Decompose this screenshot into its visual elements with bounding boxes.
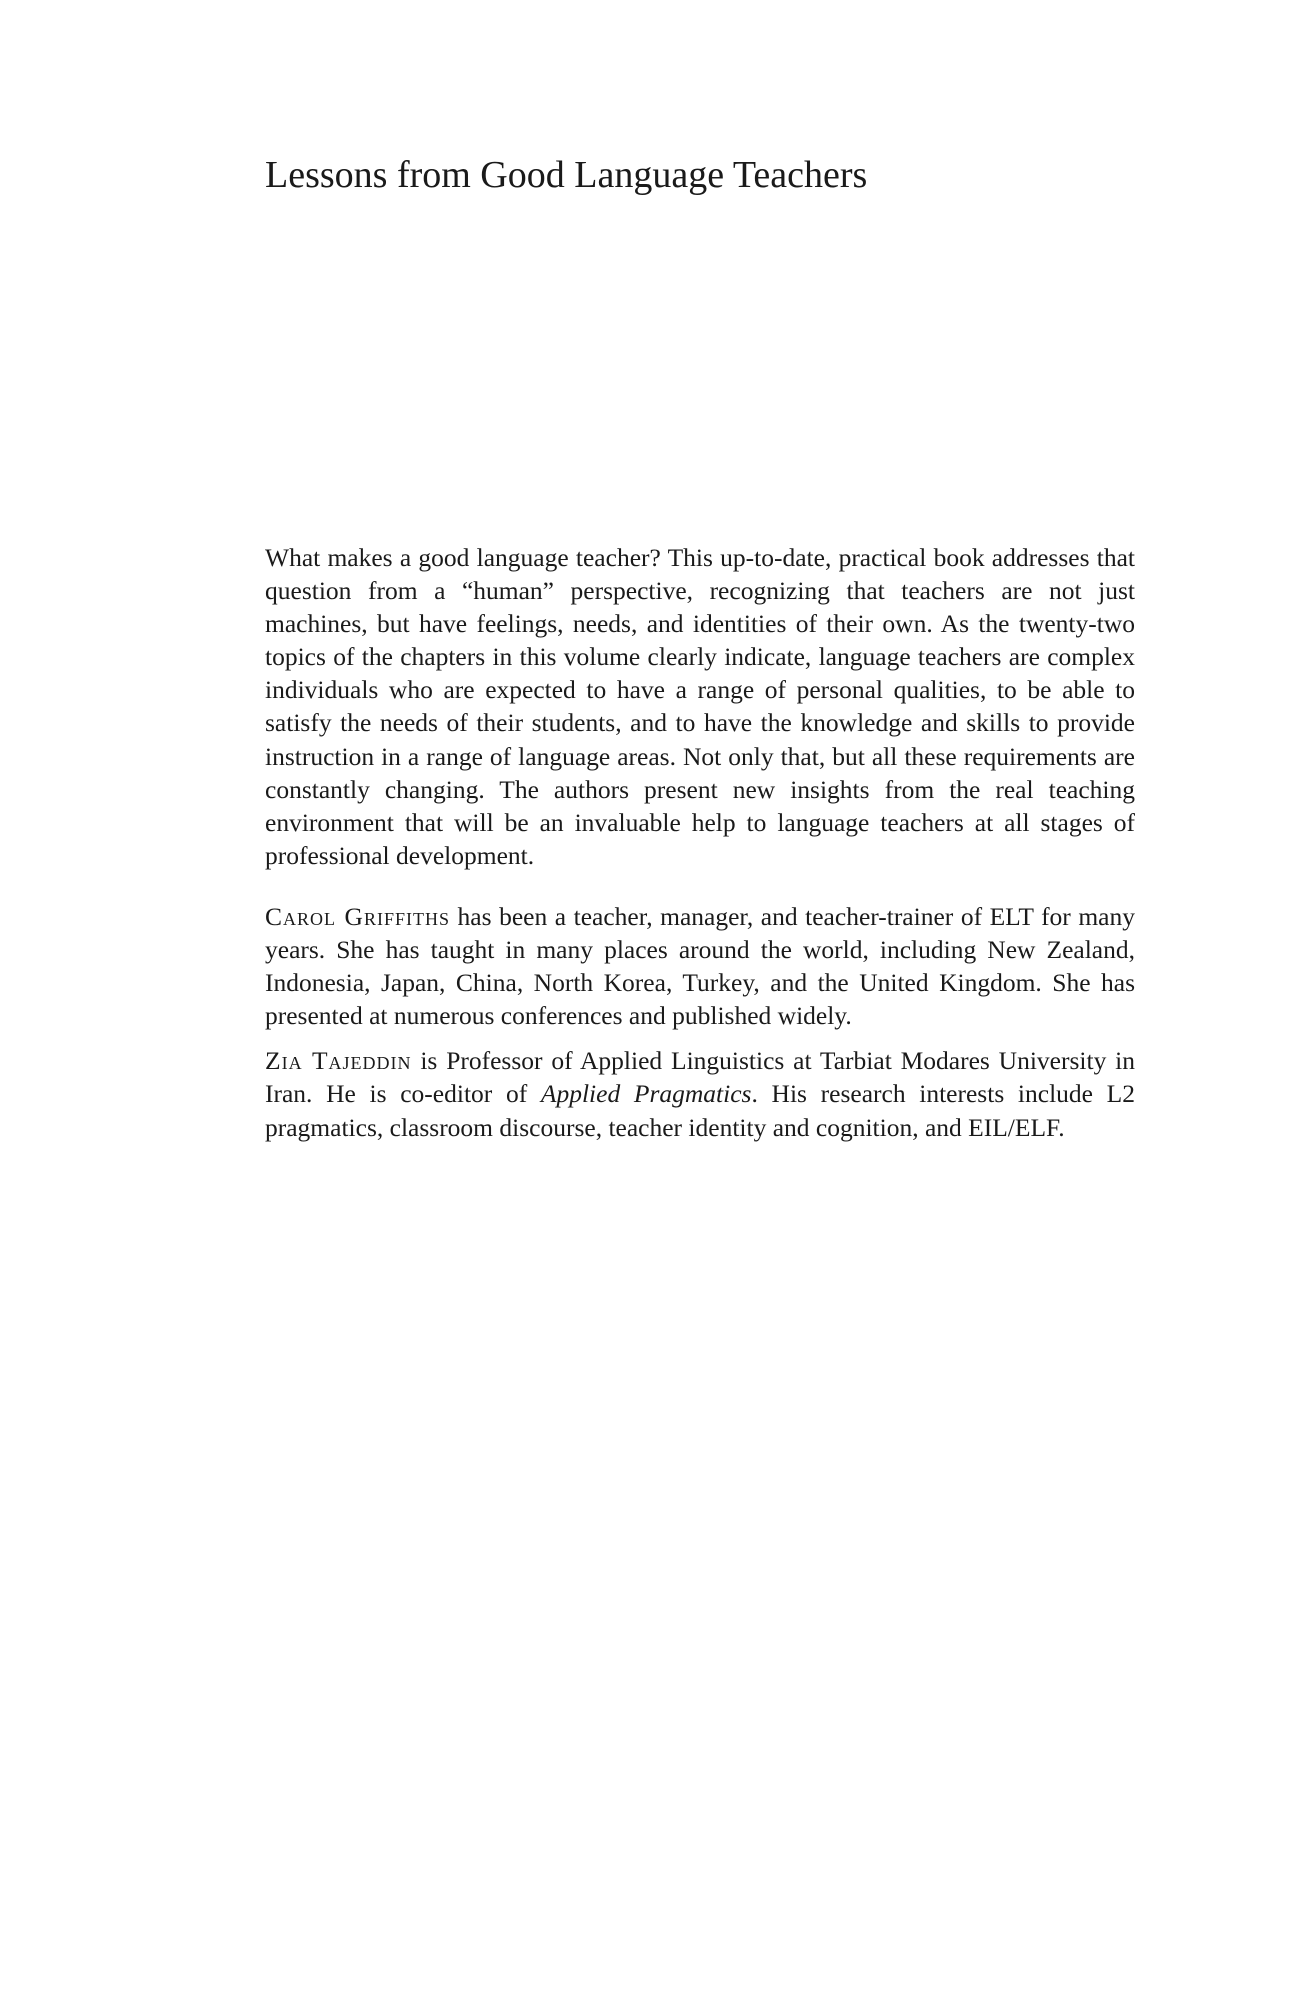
author-bio-tajeddin [265, 1044, 1135, 1143]
author-bio-text: is Professor of Applied Linguistics at Tarbiat Modares University in Iran. He is co-editor of [265, 1046, 1135, 1109]
book-blurb: What makes a good language teacher? This up-to-date, practical book addresses that question from a “human” perspective, recognizing that teachers are not just machines, but have feelings, needs, and identities of their own. As the twenty-two topics of the chapters in this volume clearly indicate, language teachers are complex individuals who are expected to have a range of personal qualities, to be able to satisfy the needs of their students, and to have the knowledge and skills to provide instruction in a range of language areas. Not only that, but all these requirements are constantly changing. The authors present new insights from the real teaching environment that will be an invaluable help to language teachers at all stages of professional development. [265, 543, 1135, 870]
author-name: Carol Griffiths [265, 901, 450, 931]
back-cover-text [265, 541, 1135, 1144]
author-bio-griffiths [265, 900, 1135, 1032]
author-name: Zia Tajeddin [265, 1046, 412, 1076]
book-title: Lessons from Good Language Teachers [265, 154, 868, 196]
author-bio-text: has been a teacher, manager, and teacher-trainer of ELT for many years. She has taught in many places around the world, including New Zealand, Indonesia, Japan, China, North Korea, Turkey, and the United Kingdom. She has presented at numerous conferences and published widely. [265, 901, 1135, 1031]
author-bio-text: . His research interests include L2 pragmatics, classroom discourse, teacher identity and cognition, and EIL/ELF. [265, 1079, 1135, 1142]
journal-title: Applied Pragmatics [540, 1079, 752, 1109]
